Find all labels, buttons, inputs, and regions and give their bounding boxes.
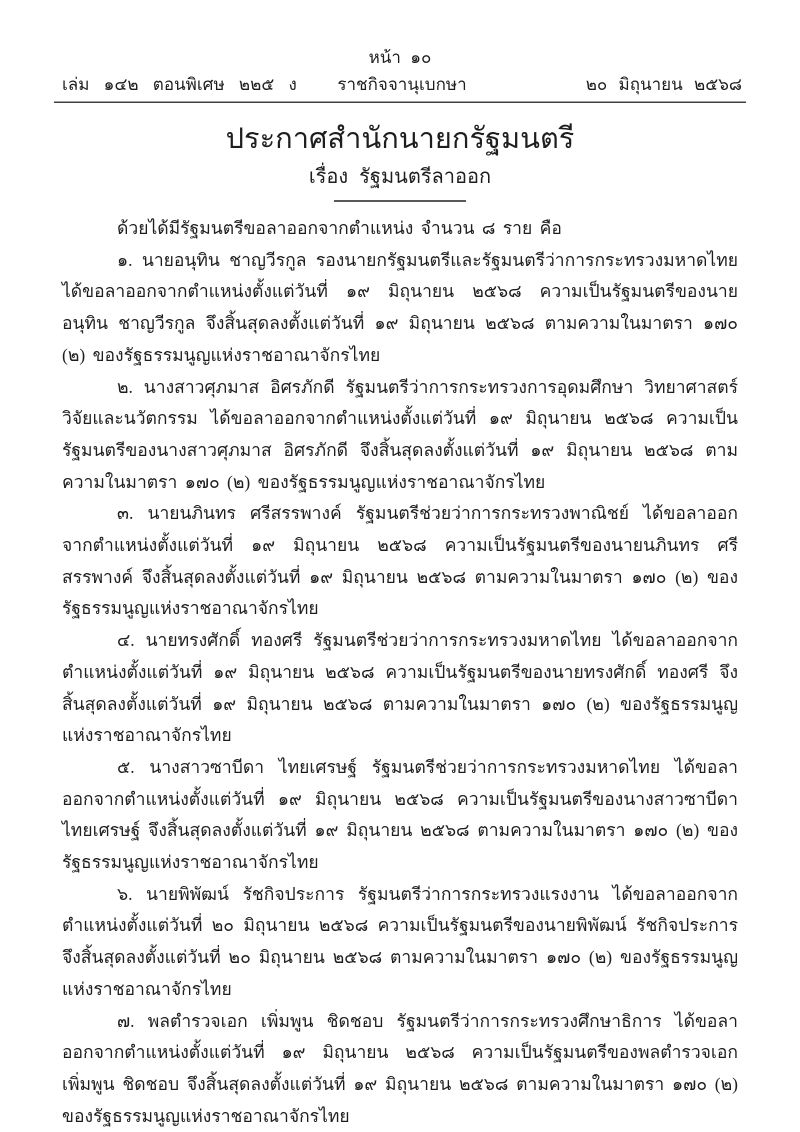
gazette-date-label: ๒๐ มิถุนายน ๒๕๖๘ (585, 75, 742, 94)
resignation-item-1: ๑. นายอนุทิน ชาญวีรกูล รองนายกรัฐมนตรีและรัฐมนตรีว่าการกระทรวงมหาดไทย ได้ขอลาออกจากตำแหน่งตั้งแต่วันที่ ๑๙ มิถุนายน ๒๕๖๘ ความเป็นรัฐมนตรีของนายอนุทิน ชาญวีรกูล จึงสิ้นสุดลงตั้งแต่วันที่ ๑๙ มิถุนายน ๒๕๖๘ ตามความในมาตรา ๑๗๐ (๒) ของรัฐธรรมนูญแห่งราชอาณาจักรไทย (62, 249, 738, 365)
title-divider-rule (334, 200, 466, 202)
announcement-title: ประกาศสำนักนายกรัฐมนตรี (225, 123, 575, 155)
header-rule (54, 101, 746, 103)
resignation-item-4: ๔. นายทรงศักดิ์ ทองศรี รัฐมนตรีช่วยว่าการกระทรวงมหาดไทย ได้ขอลาออกจากตำแหน่งตั้งแต่วันที่ ๑๙ มิถุนายน ๒๕๖๘ ความเป็นรัฐมนตรีของนายทรงศักดิ์ ทองศรี จึงสิ้นสุดลงตั้งแต่วันที่ ๑๙ มิถุนายน ๒๕๖๘ ตามความในมาตรา ๑๗๐ (๒) ของรัฐธรรมนูญแห่งราชอาณาจักรไทย (62, 630, 738, 746)
announcement-body (62, 213, 738, 1132)
intro-paragraph: ด้วยได้มีรัฐมนตรีขอลาออกจากตำแหน่ง จำนวน ๘ ราย คือ (117, 218, 562, 238)
resignation-item-6: ๖. นายพิพัฒน์ รัชกิจประการ รัฐมนตรีว่าการกระทรวงแรงงาน ได้ขอลาออกจากตำแหน่งตั้งแต่วันที่ ๒๐ มิถุนายน ๒๕๖๘ ความเป็นรัฐมนตรีของนายพิพัฒน์ รัชกิจประการ จึงสิ้นสุดลงตั้งแต่วันที่ ๒๐ มิถุนายน ๒๕๖๘ ตามความในมาตรา ๑๗๐ (๒) ของรัฐธรรมนูญแห่งราชอาณาจักรไทย (62, 883, 738, 999)
resignation-item-3: ๓. นายนภินทร ศรีสรรพางค์ รัฐมนตรีช่วยว่าการกระทรวงพาณิชย์ ได้ขอลาออกจากตำแหน่งตั้งแต่วันที่ ๑๙ มิถุนายน ๒๕๖๘ ความเป็นรัฐมนตรีของนายนภินทร ศรีสรรพางค์ จึงสิ้นสุดลงตั้งแต่วันที่ ๑๙ มิถุนายน ๒๕๖๘ ตามความในมาตรา ๑๗๐ (๒) ของรัฐธรรมนูญแห่งราชอาณาจักรไทย (62, 503, 738, 619)
gazette-running-head (62, 72, 742, 98)
resignation-item-7: ๗. พลตำรวจเอก เพิ่มพูน ชิดชอบ รัฐมนตรีว่าการกระทรวงศึกษาธิการ ได้ขอลาออกจากตำแหน่งตั้งแต่วันที่ ๑๙ มิถุนายน ๒๕๖๘ ความเป็นรัฐมนตรีของพลตำรวจเอก เพิ่มพูน ชิดชอบ จึงสิ้นสุดลงตั้งแต่วันที่ ๑๙ มิถุนายน ๒๕๖๘ ตามความในมาตรา ๑๗๐ (๒) ของรัฐธรรมนูญแห่งราชอาณาจักรไทย (62, 1010, 738, 1126)
resignation-item-5: ๕. นางสาวซาบีดา ไทยเศรษฐ์ รัฐมนตรีช่วยว่าการกระทรวงมหาดไทย ได้ขอลาออกจากตำแหน่งตั้งแต่วันที่ ๑๙ มิถุนายน ๒๕๖๘ ความเป็นรัฐมนตรีของนางสาวซาบีดา ไทยเศรษฐ์ จึงสิ้นสุดลงตั้งแต่วันที่ ๑๙ มิถุนายน ๒๕๖๘ ตามความในมาตรา ๑๗๐ (๒) ของรัฐธรรมนูญแห่งราชอาณาจักรไทย (62, 756, 738, 873)
announcement-subject: เรื่อง รัฐมนตรีลาออก (308, 166, 492, 188)
volume-issue-label: เล่ม ๑๔๒ ตอนพิเศษ ๒๒๕ ง (62, 75, 297, 94)
resignation-item-2: ๒. นางสาวศุภมาส อิศรภักดี รัฐมนตรีว่าการกระทรวงการอุดมศึกษา วิทยาศาสตร์ วิจัยและนวัตกรรม ได้ขอลาออกจากตำแหน่งตั้งแต่วันที่ ๑๙ มิถุนายน ๒๕๖๘ ความเป็นรัฐมนตรีของนางสาวศุภมาส อิศรภักดี จึงสิ้นสุดลงตั้งแต่วันที่ ๑๙ มิถุนายน ๒๕๖๘ ตามความในมาตรา ๑๗๐ (๒) ของรัฐธรรมนูญแห่งราชอาณาจักรไทย (62, 376, 738, 492)
page-number-label: หน้า ๑๐ (368, 48, 432, 67)
gazette-name-label: ราชกิจจานุเบกษา (337, 75, 467, 94)
